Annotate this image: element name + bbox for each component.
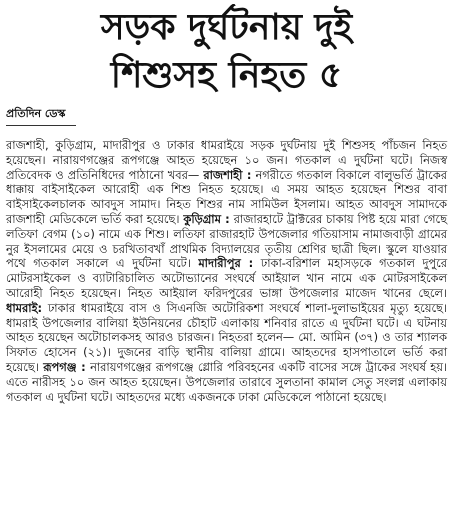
madaripur-text: ঢাকা-বরিশাল মহাসড়কে গতকাল দুপুরে মোটরসাইকেল ও ব্যাটারিচালিত অটোভ্যানের সংঘর্ষে আইয়াল খান নামে এক মোটরসাইকেল আরোহী নিহত হয়েছেন। নিহত আইয়াল ফরিদপুরের ভাঙ্গা উপজেলার মাজেদ খানের ছেলে। xyxy=(6,256,447,300)
kurigram-text: রাজারহাটে ট্রাক্টরের চাকায় পিষ্ট হয়ে মারা গেছে লতিফা বেগম (১০) নামে এক শিশু। লতিফা রাজারহাট উপজেলার গতিয়াসাম নামাজবাড়ী গ্রামের নুর ইসলামের মেয়ে ও চরখিতাবখাঁ প্রাথমিক বিদ্যালয়ের তৃতীয় শ্রেণির ছাত্রী ছিল। স্কুলে যাওয়ার পথে গতকাল সকালে এ দুর্ঘটনা ঘটে। xyxy=(6,211,447,271)
byline-rule xyxy=(6,125,76,126)
dateline-rajshahi: রাজশাহী : xyxy=(203,167,252,182)
byline: প্রতিদিন ডেস্ক xyxy=(6,107,66,120)
dateline-dhamrai: ধামরাই: xyxy=(6,300,43,315)
headline-line-2: শিশুসহ নিহত ৫ xyxy=(110,55,343,96)
article-paragraph xyxy=(6,138,447,404)
intro-text: রাজশাহী, কুড়িগ্রাম, মাদারীপুর ও ঢাকার ধামরাইয়ে সড়ক দুর্ঘটনায় দুই শিশুসহ পাঁচজন নিহত হয়েছেন। নারায়ণগঞ্জের রূপগঞ্জে আহত হয়েছেন ১০ জন। গতকাল এ দুর্ঘটনা ঘটে। নিজস্ব প্রতিবেদক ও প্রতিনিধিদের পাঠানো খবর— xyxy=(6,138,447,182)
dhamrai-text: ঢাকার ধামরাইয়ে বাস ও সিএনজি অটোরিকশা সংঘর্ষে শালা-দুলাভাইয়ের মৃত্যু হয়েছে। ধামরাই উপজেলার বালিয়া ইউনিয়নের চৌহাট এলাকায় শনিবার রাতে এ দুর্ঘটনা ঘটে। এ ঘটনায় আহত হয়েছেন অটোচালকসহ আরও চারজন। নিহতরা হলেন— মো. আমিন (৩৭) ও তার শ্যালক সিফাত হোসেন (২১)। দুজনের বাড়ি স্থানীয় বালিয়া গ্রামে। আহতদের হাসপাতালে ভর্তি করা হয়েছে। xyxy=(6,300,447,374)
dateline-rupganj: রূপগঞ্জ : xyxy=(43,359,86,374)
rupganj-text: নারায়ণগঞ্জের রূপগঞ্জে গ্লোরি পরিবহনের একটি বাসের সঙ্গে ট্রাকের সংঘর্ষ হয়। এতে নারীসহ ১০ জন আহত হয়েছেন। উপজেলার তারাবে সুলতানা কামাল সেতু সংলগ্ন এলাকায় গতকাল এ দুর্ঘটনা ঘটে। আহতদের মধ্যে একজনকে ঢাকা মেডিকেলে পাঠানো হয়েছে। xyxy=(6,359,448,404)
headline xyxy=(0,0,453,100)
rajshahi-text: নগরীতে গতকাল বিকালে বালুভর্তি ট্রাকের ধাক্কায় বাইসাইকেল আরোহী এক শিশু নিহত হয়েছে। এ সময় আহত হয়েছেন শিশুর বাবা বাইসাইকেলচালক আবদুস সামাদ। নিহত শিশুর নাম সামিউল ইসলাম। আহত আবদুস সামাদকে রাজশাহী মেডিকেলে ভর্তি করা হয়েছে। xyxy=(6,167,447,226)
dateline-kurigram: কুড়িগ্রাম : xyxy=(183,211,230,226)
article-body xyxy=(6,138,447,404)
headline-line-1: সড়ক দুর্ঘটনায় দুই xyxy=(100,7,353,48)
dateline-madaripur: মাদারীপুর : xyxy=(198,256,254,271)
